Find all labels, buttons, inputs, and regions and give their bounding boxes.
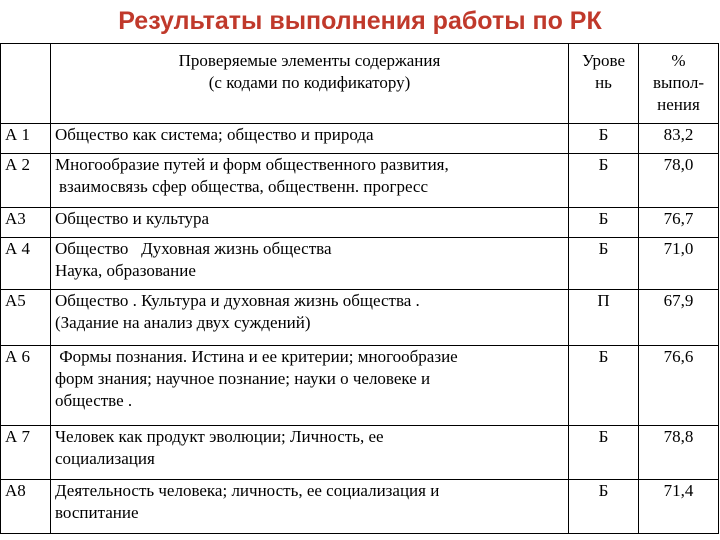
row-pct: 78,0 <box>639 154 719 208</box>
row-topic <box>51 124 569 154</box>
row-code: А3 <box>1 208 51 238</box>
row-topic-line: Общество Духовная жизнь общества <box>55 239 332 258</box>
table-row <box>1 124 719 154</box>
row-pct: 76,6 <box>639 346 719 426</box>
row-code: А8 <box>1 480 51 534</box>
row-topic-line: Формы познания. Истина и ее критерии; многообразие <box>55 347 458 366</box>
row-topic-line: социализация <box>55 449 155 468</box>
row-topic <box>51 426 569 480</box>
row-topic <box>51 290 569 346</box>
header-level-line: нь <box>595 73 612 92</box>
row-topic <box>51 154 569 208</box>
row-topic-line: Общество . Культура и духовная жизнь общества . <box>55 291 420 310</box>
row-topic <box>51 346 569 426</box>
row-level: Б <box>569 154 639 208</box>
table-row <box>1 290 719 346</box>
header-level-line: Урове <box>581 51 625 70</box>
row-level: Б <box>569 238 639 290</box>
row-pct: 78,8 <box>639 426 719 480</box>
row-code: А5 <box>1 290 51 346</box>
row-code: А 4 <box>1 238 51 290</box>
row-code: А 1 <box>1 124 51 154</box>
row-pct: 67,9 <box>639 290 719 346</box>
table-row <box>1 154 719 208</box>
header-row <box>1 44 719 124</box>
row-code: А 2 <box>1 154 51 208</box>
header-level <box>569 44 639 124</box>
table-row <box>1 426 719 480</box>
row-pct: 71,4 <box>639 480 719 534</box>
page-title: Результаты выполнения работы по РК <box>118 7 602 35</box>
table-row <box>1 208 719 238</box>
row-topic-line: (Задание на анализ двух суждений) <box>55 313 311 332</box>
row-topic-line: обществе . <box>55 391 133 410</box>
header-pct-line: % <box>671 51 686 70</box>
row-topic <box>51 208 569 238</box>
results-table <box>0 43 719 534</box>
header-pct-line: нения <box>657 95 700 114</box>
header-pct-line: выпол- <box>653 73 704 92</box>
row-topic-line: Наука, образование <box>55 261 196 280</box>
row-code: А 6 <box>1 346 51 426</box>
header-topic-line: (с кодами по кодификатору) <box>208 73 411 92</box>
row-level: П <box>569 290 639 346</box>
header-pct <box>639 44 719 124</box>
row-pct: 83,2 <box>639 124 719 154</box>
row-topic <box>51 480 569 534</box>
header-code <box>1 44 51 124</box>
table-row <box>1 238 719 290</box>
row-topic-line: Человек как продукт эволюции; Личность, ее <box>55 427 384 446</box>
row-pct: 71,0 <box>639 238 719 290</box>
row-topic-line: Общество как система; общество и природа <box>55 125 374 144</box>
row-level: Б <box>569 124 639 154</box>
header-topic-line: Проверяемые элементы содержания <box>178 51 441 70</box>
table-row <box>1 480 719 534</box>
row-topic <box>51 238 569 290</box>
row-topic-line: Многообразие путей и форм общественного развития, <box>55 155 449 174</box>
row-pct: 76,7 <box>639 208 719 238</box>
row-level: Б <box>569 480 639 534</box>
row-topic-line: форм знания; научное познание; науки о человеке и <box>55 369 431 388</box>
row-level: Б <box>569 346 639 426</box>
row-topic-line: Деятельность человека; личность, ее социализация и <box>55 481 440 500</box>
row-topic-line: воспитание <box>55 503 139 522</box>
header-topic <box>51 44 569 124</box>
row-level: Б <box>569 208 639 238</box>
table-row <box>1 346 719 426</box>
row-topic-line: Общество и культура <box>55 209 210 228</box>
row-code: А 7 <box>1 426 51 480</box>
row-level: Б <box>569 426 639 480</box>
row-topic-line: взаимосвязь сфер общества, общественн. прогресс <box>59 177 429 196</box>
